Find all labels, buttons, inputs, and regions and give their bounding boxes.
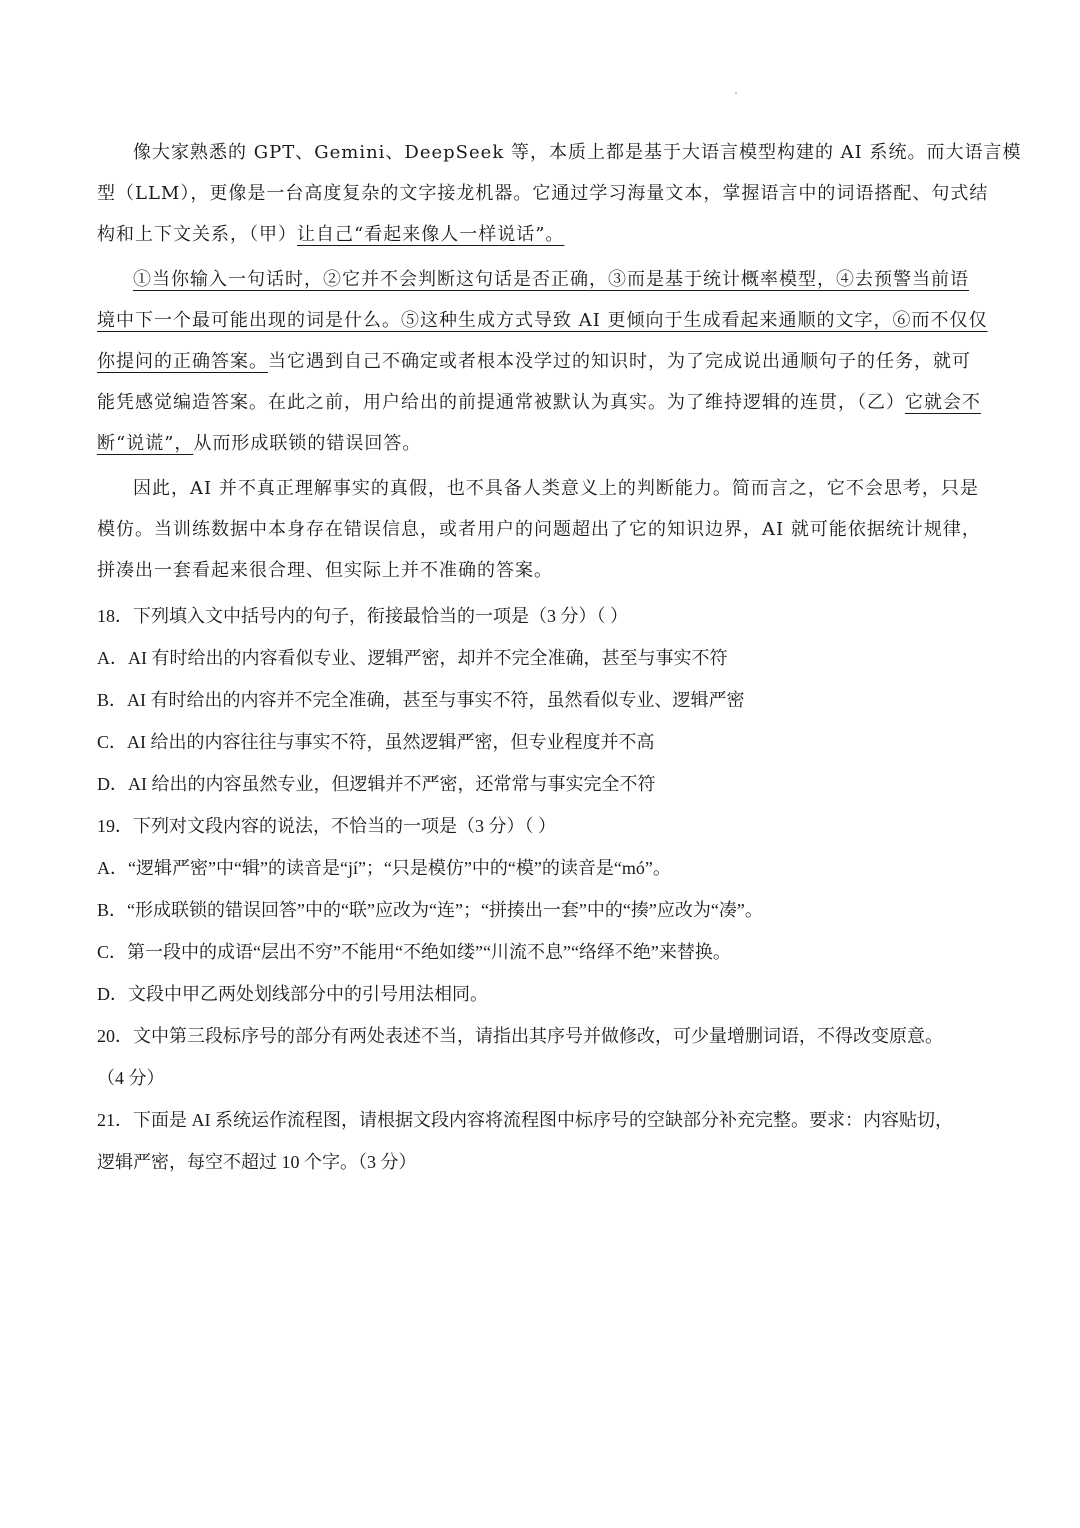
p2-line-4-text: 能凭感觉编造答案。在此之前，用户给出的前提通常被默认为真实。为了维持逻辑的连贯，（乙） bbox=[97, 392, 905, 413]
passage-paragraph-2 bbox=[97, 259, 987, 464]
question-18-option-b: B．AI 有时给出的内容并不完全准确，甚至与事实不符，虽然看似专业、逻辑严密 bbox=[97, 690, 745, 710]
scan-dot bbox=[735, 92, 737, 94]
question-18-option-a: A．AI 有时给出的内容看似专业、逻辑严密，却并不完全准确，甚至与事实不符 bbox=[97, 648, 728, 668]
question-21-line-1: 21．下面是 AI 系统运作流程图，请根据文段内容将流程图中标序号的空缺部分补充完整。要求：内容贴切， bbox=[97, 1110, 953, 1130]
underline-yi-part1: 它就会不 bbox=[905, 392, 981, 413]
question-19-option-b: B．“形成联锁的错误回答”中的“联”应改为“连”；“拼揍出一套”中的“揍”应改为“凑”。 bbox=[97, 900, 763, 920]
p3-line-3: 拼凑出一套看起来很合理、但实际上并不准确的答案。 bbox=[97, 560, 553, 581]
question-19-option-d: D．文段中甲乙两处划线部分中的引号用法相同。 bbox=[97, 984, 488, 1004]
document-page bbox=[97, 132, 1022, 1183]
p2-line-3-underlined: 你提问的正确答案。 bbox=[97, 351, 268, 372]
p3-line-2: 模仿。当训练数据中本身存在错误信息，或者用户的问题超出了它的知识边界，AI 就可能依据统计规律， bbox=[97, 519, 981, 540]
question-18-option-c: C．AI 给出的内容往往与事实不符，虽然逻辑严密，但专业程度并不高 bbox=[97, 732, 655, 752]
p2-line-4 bbox=[97, 382, 987, 423]
question-19-option-a: A．“逻辑严密”中“辑”的读音是“jí”；“只是模仿”中的“模”的读音是“mó”。 bbox=[97, 858, 671, 878]
question-20-line-2: （4 分） bbox=[97, 1068, 165, 1088]
question-18-stem: 18．下列填入文中括号内的句子，衔接最恰当的一项是（3 分）（ ） bbox=[97, 606, 628, 626]
question-19-stem: 19．下列对文段内容的说法，不恰当的一项是（3 分）（ ） bbox=[97, 816, 556, 836]
passage-paragraph-3 bbox=[97, 468, 987, 591]
question-21-line-2: 逻辑严密，每空不超过 10 个字。（3 分） bbox=[97, 1152, 417, 1172]
passage-paragraph-1 bbox=[97, 132, 1022, 255]
p2-line-5-rest: 从而形成联锁的错误回答。 bbox=[193, 433, 422, 454]
p1-line-2: 型（LLM），更像是一台高度复杂的文字接龙机器。它通过学习海量文本，掌握语言中的词语搭配、句式结 bbox=[97, 183, 989, 204]
question-20-line-1: 20．文中第三段标序号的部分有两处表述不当，请指出其序号并做修改，可少量增删词语，不得改变原意。 bbox=[97, 1026, 943, 1046]
question-18-option-d: D．AI 给出的内容虽然专业，但逻辑并不严密，还常常与事实完全不符 bbox=[97, 774, 656, 794]
p2-line-1: ①当你输入一句话时，②它并不会判断这句话是否正确，③而是基于统计概率模型，④去预警当前语 bbox=[133, 269, 969, 290]
p2-line-2: 境中下一个最可能出现的词是什么。⑤这种生成方式导致 AI 更倾向于生成看起来通顺的文字，⑥而不仅仅 bbox=[97, 310, 988, 331]
question-19-option-c: C．第一段中的成语“层出不穷”不能用“不绝如缕”“川流不息”“络绎不绝”来替换。 bbox=[97, 942, 731, 962]
p2-line-3-rest: 当它遇到自己不确定或者根本没学过的知识时，为了完成说出通顺句子的任务，就可 bbox=[268, 351, 971, 372]
underline-jia: 让自己“看起来像人一样说话”。 bbox=[297, 224, 565, 245]
underline-yi-part2: 断“说谎”， bbox=[97, 433, 194, 454]
p3-line-1: 因此，AI 并不真正理解事实的真假，也不具备人类意义上的判断能力。简而言之，它不会思考，只是 bbox=[133, 478, 979, 499]
p1-line-1: 像大家熟悉的 GPT、Gemini、DeepSeek 等，本质上都是基于大语言模型构建的 AI 系统。而大语言模 bbox=[133, 142, 1022, 163]
p1-line-3-text: 构和上下文关系，（甲） bbox=[97, 224, 297, 245]
p1-line-3 bbox=[97, 214, 987, 255]
p2-line-5 bbox=[97, 423, 987, 464]
p2-line-3 bbox=[97, 341, 987, 382]
